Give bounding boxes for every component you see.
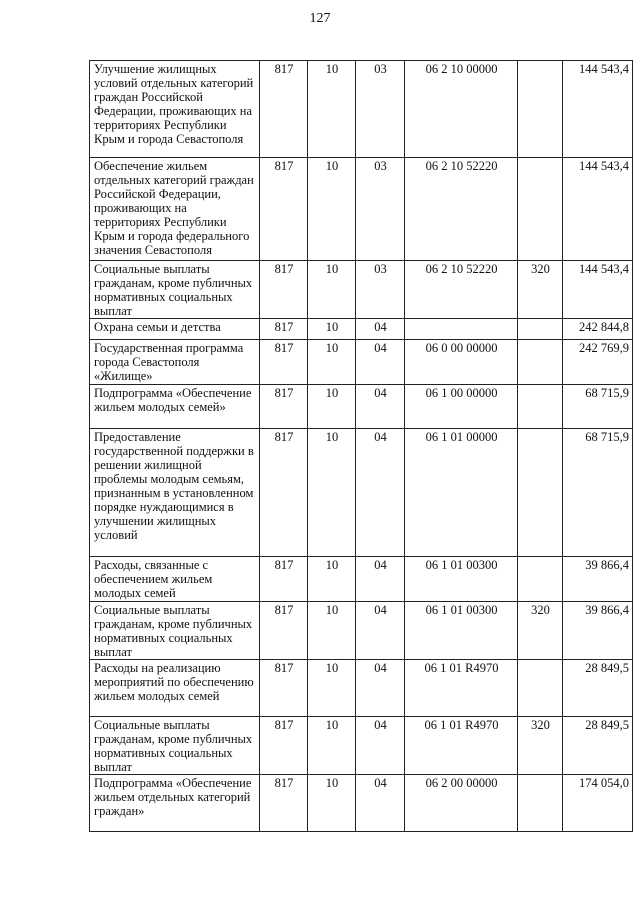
subsection-code: 04 — [356, 319, 405, 340]
target-article-code: 06 1 01 R4970 — [405, 717, 518, 775]
subsection-code: 04 — [356, 557, 405, 602]
ministry-code: 817 — [260, 717, 308, 775]
row-name: Социальные выплаты гражданам, кроме публичных нормативных социальных выплат — [90, 717, 260, 775]
ministry-code: 817 — [260, 261, 308, 319]
subsection-code: 03 — [356, 261, 405, 319]
amount: 242 844,8 — [563, 319, 633, 340]
target-article-code: 06 2 10 52220 — [405, 158, 518, 261]
expense-type-code: 320 — [518, 717, 563, 775]
row-name: Расходы, связанные с обеспечением жильем молодых семей — [90, 557, 260, 602]
row-name: Подпрограмма «Обеспечение жильем отдельных категорий граждан» — [90, 775, 260, 832]
target-article-code: 06 1 00 00000 — [405, 385, 518, 429]
subsection-code: 04 — [356, 660, 405, 717]
section-code: 10 — [308, 319, 356, 340]
row-name: Предоставление государственной поддержки в решении жилищной проблемы молодым семьям, признанным в установленном порядке нуждающимися в улучшении жилищных условий — [90, 429, 260, 557]
table-row — [90, 385, 633, 429]
amount: 144 543,4 — [563, 158, 633, 261]
target-article-code: 06 0 00 00000 — [405, 340, 518, 385]
table-row — [90, 158, 633, 261]
ministry-code: 817 — [260, 429, 308, 557]
row-name: Социальные выплаты гражданам, кроме публичных нормативных социальных выплат — [90, 602, 260, 660]
budget-table — [89, 60, 633, 832]
expense-type-code — [518, 158, 563, 261]
section-code: 10 — [308, 557, 356, 602]
ministry-code: 817 — [260, 385, 308, 429]
expense-type-code — [518, 340, 563, 385]
target-article-code: 06 2 00 00000 — [405, 775, 518, 832]
ministry-code: 817 — [260, 158, 308, 261]
row-name: Обеспечение жильем отдельных категорий граждан Российской Федерации, проживающих на территориях Республики Крым и города федерального значения Севастополя — [90, 158, 260, 261]
amount: 28 849,5 — [563, 660, 633, 717]
row-name: Улучшение жилищных условий отдельных категорий граждан Российской Федерации, проживающих на территориях Республики Крым и города Севастополя — [90, 61, 260, 158]
expense-type-code — [518, 319, 563, 340]
amount: 39 866,4 — [563, 602, 633, 660]
amount: 174 054,0 — [563, 775, 633, 832]
page-number: 127 — [309, 11, 331, 26]
subsection-code: 03 — [356, 61, 405, 158]
subsection-code: 03 — [356, 158, 405, 261]
table-row — [90, 319, 633, 340]
ministry-code: 817 — [260, 602, 308, 660]
row-name: Охрана семьи и детства — [90, 319, 260, 340]
table-row — [90, 429, 633, 557]
subsection-code: 04 — [356, 775, 405, 832]
table-row — [90, 775, 633, 832]
expense-type-code — [518, 775, 563, 832]
row-name: Расходы на реализацию мероприятий по обеспечению жильем молодых семей — [90, 660, 260, 717]
expense-type-code — [518, 385, 563, 429]
subsection-code: 04 — [356, 340, 405, 385]
section-code: 10 — [308, 775, 356, 832]
ministry-code: 817 — [260, 340, 308, 385]
section-code: 10 — [308, 717, 356, 775]
section-code: 10 — [308, 340, 356, 385]
table-row — [90, 602, 633, 660]
subsection-code: 04 — [356, 717, 405, 775]
amount: 144 543,4 — [563, 261, 633, 319]
amount: 28 849,5 — [563, 717, 633, 775]
subsection-code: 04 — [356, 602, 405, 660]
amount: 68 715,9 — [563, 385, 633, 429]
target-article-code — [405, 319, 518, 340]
section-code: 10 — [308, 61, 356, 158]
section-code: 10 — [308, 429, 356, 557]
table-row — [90, 340, 633, 385]
section-code: 10 — [308, 385, 356, 429]
section-code: 10 — [308, 158, 356, 261]
expense-type-code: 320 — [518, 261, 563, 319]
subsection-code: 04 — [356, 429, 405, 557]
target-article-code: 06 2 10 00000 — [405, 61, 518, 158]
ministry-code: 817 — [260, 660, 308, 717]
section-code: 10 — [308, 261, 356, 319]
target-article-code: 06 1 01 00300 — [405, 602, 518, 660]
amount: 39 866,4 — [563, 557, 633, 602]
expense-type-code — [518, 557, 563, 602]
section-code: 10 — [308, 602, 356, 660]
table-row — [90, 660, 633, 717]
ministry-code: 817 — [260, 775, 308, 832]
ministry-code: 817 — [260, 61, 308, 158]
amount: 242 769,9 — [563, 340, 633, 385]
target-article-code: 06 1 01 00300 — [405, 557, 518, 602]
ministry-code: 817 — [260, 557, 308, 602]
expense-type-code — [518, 660, 563, 717]
table-row — [90, 261, 633, 319]
row-name: Подпрограмма «Обеспечение жильем молодых семей» — [90, 385, 260, 429]
expense-type-code — [518, 429, 563, 557]
table-row — [90, 717, 633, 775]
target-article-code: 06 1 01 R4970 — [405, 660, 518, 717]
expense-type-code — [518, 61, 563, 158]
table-row — [90, 557, 633, 602]
amount: 144 543,4 — [563, 61, 633, 158]
row-name: Социальные выплаты гражданам, кроме публичных нормативных социальных выплат — [90, 261, 260, 319]
row-name: Государственная программа города Севастополя «Жилище» — [90, 340, 260, 385]
section-code: 10 — [308, 660, 356, 717]
expense-type-code: 320 — [518, 602, 563, 660]
table-row — [90, 61, 633, 158]
amount: 68 715,9 — [563, 429, 633, 557]
target-article-code: 06 2 10 52220 — [405, 261, 518, 319]
target-article-code: 06 1 01 00000 — [405, 429, 518, 557]
subsection-code: 04 — [356, 385, 405, 429]
ministry-code: 817 — [260, 319, 308, 340]
